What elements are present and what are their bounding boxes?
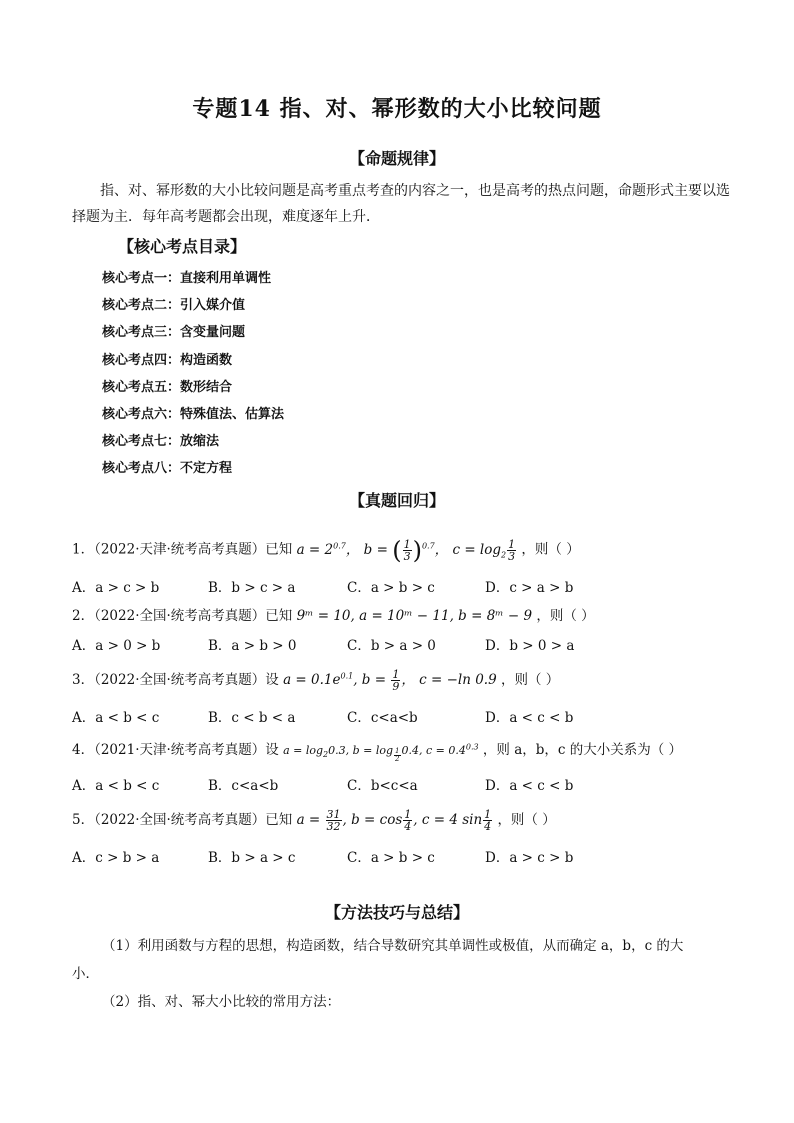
toc-item: 核心考点六：特殊值法、估算法 [102,406,285,422]
toc-item: 核心考点五：数形结合 [102,379,233,395]
question-prefix: 2．（2022·全国·统考高考真题）已知 [72,608,293,624]
section-heading-toc: 【核心考点目录】 [118,237,247,256]
option-b[interactable]: B．c<a<b [208,778,279,794]
page-title: 专题14 指、对、幂形数的大小比较问题 [192,96,602,122]
option-c[interactable]: C．a > b > c [347,580,435,596]
question-2 [72,604,595,624]
option-a[interactable]: A．a < b < c [72,710,160,726]
question-formula: a = $\frac{31}{32}$ , b = cos $\frac{1}{4}$ , c = 4 sin $\frac{1}{4}$ [296,808,492,833]
option-b[interactable]: B．c < b < a [208,710,296,726]
option-a[interactable]: A．a > c > b [72,580,160,596]
question-3 [72,668,559,692]
method-line: 小． [72,966,99,982]
option-d[interactable]: D．a > c > b [485,850,574,866]
question-prefix: 1．（2022·天津·统考高考真题）已知 [72,541,293,558]
section-heading-law: 【命题规律】 [348,149,445,168]
method-content [72,932,742,1016]
option-d[interactable]: D．c > a > b [485,580,574,596]
method-line: （2）指、对、幂大小比较的常用方法： [102,994,341,1010]
toc-list [102,268,284,486]
method-line: （1）利用函数与方程的思想，构造函数，结合导数研究其单调性或极值，从而确定 a，b，c 的大 [102,938,684,954]
option-b[interactable]: B．b > c > a [208,580,296,596]
option-d[interactable]: D．a < c < b [485,778,574,794]
option-c[interactable]: C．c<a<b [347,710,418,726]
question-formula: $a = 0.1e^{0.1}$, b = $\frac{1}{9}$ ， c = −ln 0.9 [283,668,497,693]
toc-item: 核心考点四：构造函数 [102,352,233,368]
question-4 [72,738,682,763]
question-formula: 9ᵐ = 10, a = 10ᵐ − 11, b = 8ᵐ − 9 [296,608,533,624]
option-c[interactable]: C．a > b > c [347,850,435,866]
question-prefix: 5．（2022·全国·统考高考真题）已知 [72,812,293,828]
question-prefix: 4．（2021·天津·统考高考真题）设 [72,742,279,758]
toc-item: 核心考点三：含变量问题 [102,325,246,341]
option-b[interactable]: B．a > b > 0 [208,638,297,654]
option-a[interactable]: A．c > b > a [72,850,160,866]
toc-item: 核心考点八：不定方程 [102,461,233,477]
option-d[interactable]: D．a < c < b [485,710,574,726]
toc-item: 核心考点二：引入媒介值 [102,298,246,314]
option-a[interactable]: A．a < b < c [72,778,160,794]
question-suffix: ，则（ ） [500,672,560,688]
intro-paragraph: 指、对、幂形数的大小比较问题是高考重点考查的内容之一，也是高考的热点问题，命题形式主要以选择题为主．每年高考题都会出现，难度逐年上升． [72,183,730,225]
question-5 [72,808,556,832]
toc-item: 核心考点七：放缩法 [102,434,220,450]
section-heading-real: 【真题回归】 [348,491,445,510]
option-d[interactable]: D．b > 0 > a [485,638,575,654]
question-suffix: ，则（ ） [536,608,595,624]
option-c[interactable]: C．b > a > 0 [347,638,436,654]
question-formula: $a = \log_20.3$, b = log $_{\frac{1}{2}}$ 0.4, $c = 0.4^{0.3}$ [283,742,479,763]
question-suffix: ，则（ ） [521,541,580,558]
option-a[interactable]: A．a > 0 > b [72,638,161,654]
question-formula: $a = 2^{0.7}$， b = ( $\frac{1}{3}$ )$^{0.7}$， $c = \log_2$ $\frac{1}{3}$ [296,536,516,564]
option-c[interactable]: C．b<c<a [347,778,418,794]
toc-item: 核心考点一：直接利用单调性 [102,271,272,286]
question-prefix: 3．（2022·全国·统考高考真题）设 [72,672,279,688]
question-1 [72,536,580,564]
question-suffix: ，则 a，b，c 的大小关系为（ ） [482,742,683,758]
question-suffix: ，则（ ） [497,812,556,828]
option-b[interactable]: B．b > a > c [208,850,296,866]
section-heading-method: 【方法技巧与总结】 [324,903,469,922]
